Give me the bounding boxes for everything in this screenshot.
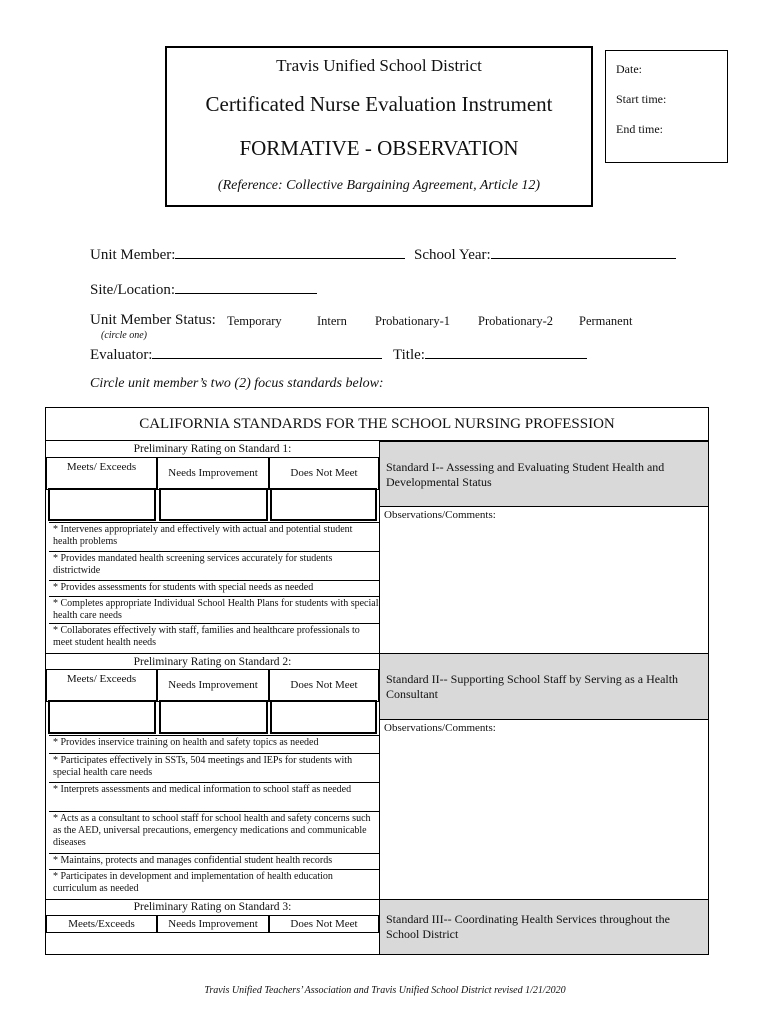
school-year-label: School Year: xyxy=(414,247,491,263)
std2-bullet: * Acts as a consultant to school staff for school health and safety concerns such as the AED, universal precautions, emergency medications and communicable diseases xyxy=(49,811,379,853)
std2-bullet: * Participates effectively in SSTs, 504 meetings and IEPs for students with special health care needs xyxy=(49,753,379,782)
std2-bullet: * Participates in development and implementation of health education curriculum as needed xyxy=(49,869,379,899)
std1-meets-header: Meets/ Exceeds xyxy=(46,457,157,490)
std1-bullet: * Provides mandated health screening services accurately for students districtwide xyxy=(49,551,379,580)
status-intern[interactable]: Intern xyxy=(317,314,347,328)
std1-bullet: * Completes appropriate Individual School Health Plans for students with special health care needs xyxy=(49,596,379,623)
title-field[interactable] xyxy=(425,344,587,359)
std2-bullet: * Provides inservice training on health and safety topics as needed xyxy=(49,735,379,753)
circle-one-note: (circle one) xyxy=(101,330,147,341)
std1-prelim-label: Preliminary Rating on Standard 1: xyxy=(133,443,292,455)
date-time-box xyxy=(605,50,728,163)
date-label[interactable]: Date: xyxy=(616,62,642,76)
std3-label[interactable]: Standard III-- Coordinating Health Services throughout the School District xyxy=(379,899,709,955)
std2-meets-box[interactable] xyxy=(48,700,156,734)
std1-not-box[interactable] xyxy=(270,488,377,521)
status-label: Unit Member Status: xyxy=(90,312,216,328)
unit-member-row xyxy=(90,244,405,264)
document-title: Certificated Nurse Evaluation Instrument xyxy=(205,92,553,116)
status-temporary[interactable]: Temporary xyxy=(227,314,282,328)
std3-divider xyxy=(46,899,379,900)
district-name: Travis Unified School District xyxy=(276,56,482,75)
unit-member-field[interactable] xyxy=(175,244,405,259)
site-row xyxy=(90,279,317,299)
std2-prelim-label: Preliminary Rating on Standard 2: xyxy=(133,656,292,668)
std2-bullet: * Maintains, protects and manages confidential student health records xyxy=(49,853,379,869)
school-year-field[interactable] xyxy=(491,244,676,259)
status-permanent[interactable]: Permanent xyxy=(579,314,633,328)
footer-note: Travis Unified Teachers’ Association and Travis Unified School District revised 1/21/2020 xyxy=(204,985,566,996)
std1-not-header: Does Not Meet xyxy=(269,457,379,490)
std2-divider xyxy=(46,653,379,654)
std2-meets-header: Meets/ Exceeds xyxy=(46,669,157,702)
std2-needs-header: Needs Improvement xyxy=(157,669,269,702)
evaluator-label: Evaluator: xyxy=(90,347,153,363)
std3-prelim-label: Preliminary Rating on Standard 3: xyxy=(133,901,292,913)
std1-meets-box[interactable] xyxy=(48,488,156,521)
reference-note: (Reference: Collective Bargaining Agreement, Article 12) xyxy=(217,178,541,193)
std3-needs-header: Needs Improvement xyxy=(157,915,269,933)
std1-observations: Observations/Comments: xyxy=(384,509,496,521)
std1-bullet: * Provides assessments for students with special needs as needed xyxy=(49,580,379,596)
focus-instruction: Circle unit member’s two (2) focus standards below: xyxy=(90,376,384,391)
std1-label[interactable]: Standard I-- Assessing and Evaluating Student Health and Developmental Status xyxy=(379,441,709,507)
std2-observations: Observations/Comments: xyxy=(384,722,496,734)
status-probationary-2[interactable]: Probationary-2 xyxy=(478,314,553,328)
evaluator-field[interactable] xyxy=(152,344,382,359)
std2-needs-box[interactable] xyxy=(159,700,268,734)
title-box xyxy=(165,46,593,207)
title-label: Title: xyxy=(393,347,425,363)
std1-bullet: * Collaborates effectively with staff, families and healthcare professionals to meet student health needs xyxy=(49,623,379,653)
std2-not-header: Does Not Meet xyxy=(269,669,379,702)
std3-not-header: Does Not Meet xyxy=(269,915,379,933)
std2-bullet: * Interprets assessments and medical information to school staff as needed xyxy=(49,782,379,811)
std3-meets-header: Meets/Exceeds xyxy=(46,915,157,933)
std1-needs-header: Needs Improvement xyxy=(157,457,269,490)
evaluator-row xyxy=(90,344,382,364)
std1-needs-box[interactable] xyxy=(159,488,268,521)
end-time-label[interactable]: End time: xyxy=(616,122,663,136)
std2-not-box[interactable] xyxy=(270,700,377,734)
unit-member-label: Unit Member: xyxy=(90,247,176,263)
school-year-row xyxy=(414,244,676,264)
std2-label[interactable]: Standard II-- Supporting School Staff by Serving as a Health Consultant xyxy=(379,653,709,720)
table-heading: CALIFORNIA STANDARDS FOR THE SCHOOL NURSING PROFESSION xyxy=(46,408,708,441)
std1-bullet: * Intervenes appropriately and effectively with actual and potential student health problems xyxy=(49,522,379,551)
document-subtitle: FORMATIVE - OBSERVATION xyxy=(239,136,519,160)
site-field[interactable] xyxy=(175,279,317,294)
status-probationary-1[interactable]: Probationary-1 xyxy=(375,314,450,328)
title-row xyxy=(393,344,587,364)
start-time-label[interactable]: Start time: xyxy=(616,92,667,106)
site-label: Site/Location: xyxy=(90,282,175,298)
